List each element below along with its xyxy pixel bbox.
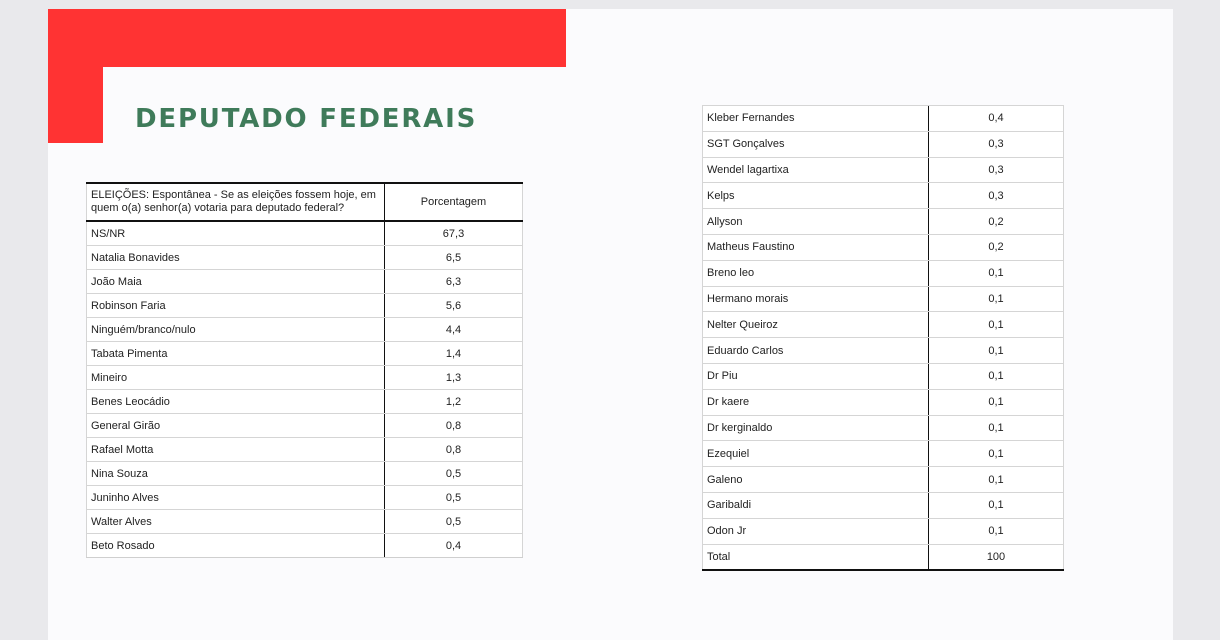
page-title: DEPUTADO FEDERAIS: [135, 104, 478, 134]
candidate-name: Benes Leocádio: [87, 390, 385, 414]
candidate-name: Ezequiel: [703, 441, 929, 467]
table-row: [87, 534, 523, 558]
percentage-value: 0,1: [929, 441, 1064, 467]
table-row: [703, 106, 1064, 132]
candidate-name: Ninguém/branco/nulo: [87, 318, 385, 342]
candidate-name: Dr kaere: [703, 389, 929, 415]
percentage-value: 0,8: [385, 438, 523, 462]
candidate-name: Beto Rosado: [87, 534, 385, 558]
percentage-value: 0,4: [385, 534, 523, 558]
percentage-value: 0,1: [929, 518, 1064, 544]
table-row: [703, 441, 1064, 467]
table-row: [703, 157, 1064, 183]
red-accent-bar-left: [48, 67, 103, 143]
candidate-name: Rafael Motta: [87, 438, 385, 462]
red-accent-bar-top: [48, 9, 566, 67]
percentage-value: 0,5: [385, 510, 523, 534]
table-row: [87, 510, 523, 534]
percentage-value: 6,3: [385, 270, 523, 294]
percentage-value: 4,4: [385, 318, 523, 342]
percentage-value: 0,3: [929, 131, 1064, 157]
candidate-name: Juninho Alves: [87, 486, 385, 510]
candidate-name: Natalia Bonavides: [87, 246, 385, 270]
table-row: [87, 318, 523, 342]
percentage-value: 0,1: [929, 467, 1064, 493]
candidate-name: Matheus Faustino: [703, 234, 929, 260]
candidate-name: Allyson: [703, 209, 929, 235]
candidate-name: Eduardo Carlos: [703, 338, 929, 364]
percentage-value: 0,2: [929, 209, 1064, 235]
question-header: ELEIÇÕES: Espontânea - Se as eleições fossem hoje, em quem o(a) senhor(a) votaria para deputado federal?: [87, 183, 385, 221]
percentage-value: 0,8: [385, 414, 523, 438]
results-table-right: [702, 105, 1064, 571]
percentage-value: 0,1: [929, 415, 1064, 441]
table-row: [87, 221, 523, 246]
table-row: [87, 462, 523, 486]
results-table-left: [86, 182, 523, 558]
percentage-value: 1,4: [385, 342, 523, 366]
percentage-header: Porcentagem: [385, 183, 523, 221]
table-row: [87, 438, 523, 462]
candidate-name: Wendel lagartixa: [703, 157, 929, 183]
percentage-value: 0,1: [929, 492, 1064, 518]
table-row: [703, 312, 1064, 338]
percentage-value: 0,3: [929, 157, 1064, 183]
candidate-name: Nelter Queiroz: [703, 312, 929, 338]
candidate-name: Total: [703, 544, 929, 570]
candidate-name: João Maia: [87, 270, 385, 294]
candidate-name: SGT Gonçalves: [703, 131, 929, 157]
percentage-value: 0,1: [929, 363, 1064, 389]
candidate-name: Mineiro: [87, 366, 385, 390]
candidate-name: Kelps: [703, 183, 929, 209]
table-row: [703, 209, 1064, 235]
percentage-value: 0,3: [929, 183, 1064, 209]
table-row: [87, 342, 523, 366]
table-row: [87, 246, 523, 270]
candidate-name: Hermano morais: [703, 286, 929, 312]
table-row: [703, 131, 1064, 157]
percentage-value: 0,1: [929, 338, 1064, 364]
percentage-value: 0,1: [929, 389, 1064, 415]
percentage-value: 0,5: [385, 462, 523, 486]
candidate-name: Nina Souza: [87, 462, 385, 486]
percentage-value: 100: [929, 544, 1064, 570]
candidate-name: Kleber Fernandes: [703, 106, 929, 132]
table-row: [87, 414, 523, 438]
table-row: [87, 486, 523, 510]
percentage-value: 0,2: [929, 234, 1064, 260]
slide: [48, 9, 1173, 640]
table-row: [703, 286, 1064, 312]
table-row: [87, 366, 523, 390]
candidate-name: Walter Alves: [87, 510, 385, 534]
table-row: [703, 389, 1064, 415]
percentage-value: 1,2: [385, 390, 523, 414]
table-row: [703, 492, 1064, 518]
candidate-name: Dr kerginaldo: [703, 415, 929, 441]
candidate-name: Galeno: [703, 467, 929, 493]
candidate-name: General Girão: [87, 414, 385, 438]
percentage-value: 0,5: [385, 486, 523, 510]
percentage-value: 6,5: [385, 246, 523, 270]
table-row: [87, 270, 523, 294]
candidate-name: NS/NR: [87, 221, 385, 246]
percentage-value: 0,1: [929, 260, 1064, 286]
percentage-value: 67,3: [385, 221, 523, 246]
table-row: [703, 518, 1064, 544]
candidate-name: Dr Piu: [703, 363, 929, 389]
percentage-value: 5,6: [385, 294, 523, 318]
total-row: [703, 544, 1064, 570]
candidate-name: Garibaldi: [703, 492, 929, 518]
table-row: [703, 363, 1064, 389]
candidate-name: Breno leo: [703, 260, 929, 286]
table-row: [703, 415, 1064, 441]
table-header-row: [87, 183, 523, 221]
percentage-value: 0,4: [929, 106, 1064, 132]
table-row: [703, 234, 1064, 260]
table-row: [87, 294, 523, 318]
table-row: [703, 467, 1064, 493]
candidate-name: Robinson Faria: [87, 294, 385, 318]
percentage-value: 0,1: [929, 286, 1064, 312]
table-row: [703, 260, 1064, 286]
candidate-name: Odon Jr: [703, 518, 929, 544]
percentage-value: 1,3: [385, 366, 523, 390]
table-row: [703, 183, 1064, 209]
table-row: [703, 338, 1064, 364]
percentage-value: 0,1: [929, 312, 1064, 338]
table-row: [87, 390, 523, 414]
candidate-name: Tabata Pimenta: [87, 342, 385, 366]
